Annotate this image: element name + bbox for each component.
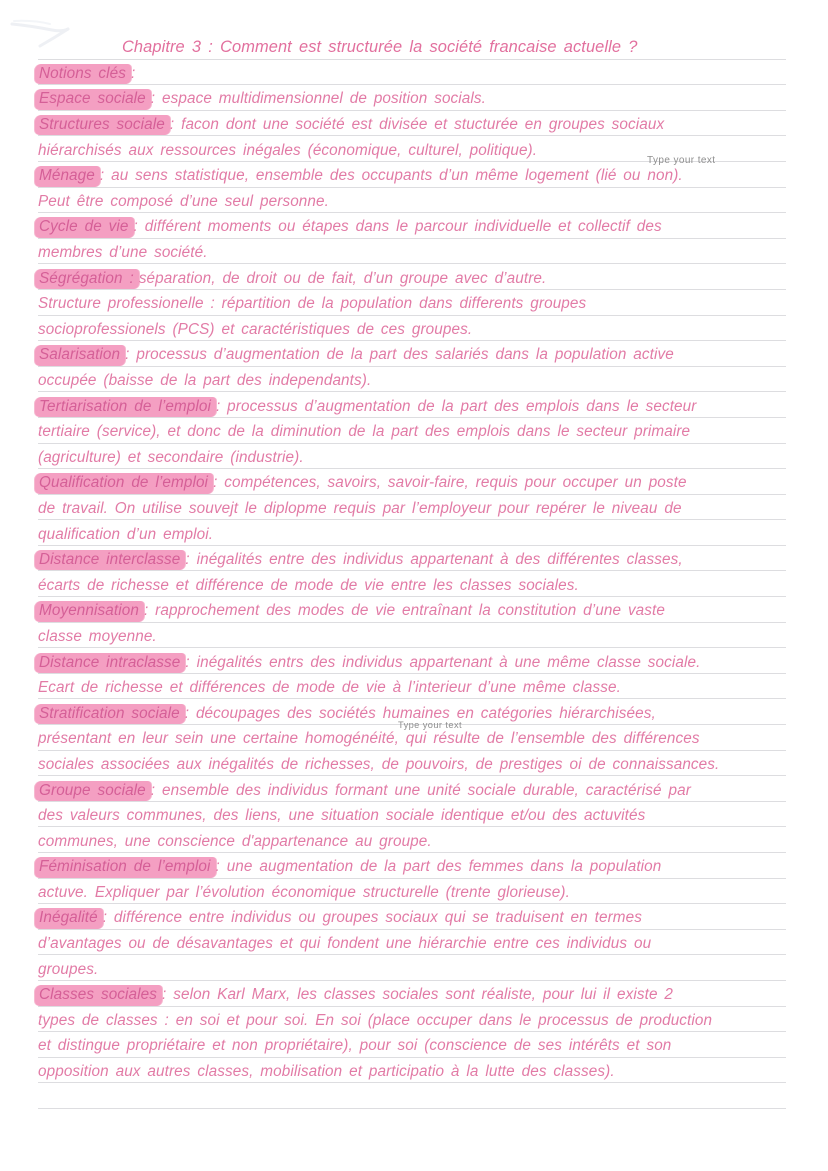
note-text: : processus d’augmentation de la part des salariés dans la population active	[125, 346, 674, 364]
note-text: Peut être composé d’une seul personne.	[38, 192, 329, 210]
highlighted-term: Ségrégation :	[35, 269, 139, 289]
note-text: Chapitre 3 : Comment est structurée la société francaise actuelle ?	[122, 38, 638, 57]
highlighted-term: Structures sociale	[35, 115, 170, 135]
note-line	[38, 751, 786, 777]
note-line	[38, 520, 786, 546]
note-text: Structure professionelle : répartition de la population dans differents groupes	[38, 295, 587, 313]
note-text: présentant en leur sein une certaine homogénéité, qui résulte de l’ensemble des différences	[38, 730, 700, 748]
note-line	[38, 418, 786, 444]
note-text: : différence entre individus ou groupes sociaux qui se traduisent en termes	[102, 909, 642, 927]
note-text: qualification d’un emploi.	[38, 525, 214, 543]
note-line	[38, 674, 786, 700]
text-box-placeholder[interactable]: Type your text	[398, 719, 462, 730]
note-line	[38, 367, 786, 393]
note-text: sociales associées aux inégalités de richesses, de pouvoirs, de prestiges oi de connaissances.	[38, 755, 720, 773]
note-text: écarts de richesse et différence de mode de vie entre les classes sociales.	[38, 576, 579, 594]
highlighted-term: Espace sociale	[35, 89, 151, 109]
note-line	[38, 264, 786, 290]
note-line	[38, 111, 786, 137]
note-line	[38, 213, 786, 239]
note-text: : inégalités entre des individus appartenant à des différentes classes,	[185, 551, 683, 569]
note-text: : ensemble des individus formant une unité sociale durable, caractérisé par	[150, 781, 691, 799]
note-text: groupes.	[38, 960, 99, 978]
note-text: : compétences, savoirs, savoir-faire, requis pour occuper un poste	[213, 474, 687, 492]
note-line	[38, 623, 786, 649]
note-line	[38, 955, 786, 981]
note-text: : processus d’augmentation de la part des emplois dans le secteur	[215, 397, 697, 415]
note-text: : facon dont une société est divisée et stucturée en groupes sociaux	[169, 116, 665, 134]
highlighted-term: Distance interclasse	[35, 550, 185, 570]
note-text: : selon Karl Marx, les classes sociales sont réaliste, pour lui il existe 2	[162, 986, 674, 1004]
note-line	[38, 597, 786, 623]
highlighted-term: Qualification de l’emploi	[35, 473, 213, 493]
note-text: : au sens statistique, ensemble des occupants d’un même logement (lié ou non).	[99, 167, 683, 185]
note-text: Ecart de richesse et différences de mode de vie à l’interieur d’une même classe.	[38, 679, 621, 697]
note-text: séparation, de droit ou de fait, d’un groupe avec d’autre.	[138, 269, 547, 287]
note-line	[38, 469, 786, 495]
note-line	[38, 495, 786, 521]
note-line	[38, 546, 786, 572]
note-text: : rapprochement des modes de vie entraînant la constitution d’une vaste	[143, 602, 666, 620]
note-text: :	[131, 64, 136, 82]
note-text: opposition aux autres classes, mobilisation et participatio à la lutte des classes).	[38, 1063, 615, 1081]
note-text: occupée (baisse de la part des independants).	[38, 372, 372, 390]
note-line	[38, 290, 786, 316]
note-text: membres d’une société.	[38, 244, 208, 262]
note-text: et distingue propriétaire et non propriétaire), pour soi (conscience de ses intérêts et son	[38, 1037, 672, 1055]
highlighted-term: Cycle de vie	[35, 217, 134, 237]
note-lines	[38, 34, 786, 1109]
note-line	[38, 879, 786, 905]
text-box-placeholder[interactable]: Type your text	[647, 155, 716, 166]
note-text: des valeurs communes, des liens, une situation sociale identique et/ou des actuvités	[38, 807, 646, 825]
note-text: : une augmentation de la part des femmes dans la population	[215, 858, 662, 876]
note-text: classe moyenne.	[38, 627, 157, 645]
highlighted-term: Féminisation de l’emploi	[35, 857, 216, 877]
note-line	[38, 392, 786, 418]
note-line	[38, 316, 786, 342]
note-text: : inégalités entrs des individus appartenant à une même classe sociale.	[185, 653, 701, 671]
note-text: de travail. On utilise souvejt le diplopme requis par l’employeur pour repérer le niveau de	[38, 499, 682, 517]
note-line	[38, 981, 786, 1007]
note-line	[38, 1007, 786, 1033]
page-title-line	[38, 34, 786, 60]
highlighted-term: Stratification sociale	[35, 704, 185, 724]
highlighted-term: Salarisation	[35, 345, 125, 365]
highlighted-term: Ménage	[35, 166, 100, 186]
note-line	[38, 904, 786, 930]
highlighted-term: Classes sociales	[35, 985, 162, 1005]
note-text: actuve. Expliquer par l’évolution économique structurelle (trente glorieuse).	[38, 883, 570, 901]
note-line	[38, 802, 786, 828]
note-line	[38, 827, 786, 853]
note-line	[38, 341, 786, 367]
note-line	[38, 188, 786, 214]
note-text: communes, une conscience d'appartenance au groupe.	[38, 832, 432, 850]
note-line	[38, 930, 786, 956]
note-text: (agriculture) et secondaire (industrie).	[38, 448, 304, 466]
note-line	[38, 85, 786, 111]
note-line	[38, 1083, 786, 1109]
note-line	[38, 239, 786, 265]
highlighted-term: Groupe sociale	[35, 781, 151, 801]
note-line	[38, 648, 786, 674]
note-line	[38, 444, 786, 470]
note-text: hiérarchisés aux ressources inégales (économique, culturel, politique).	[38, 141, 538, 159]
note-text: : espace multidimensionnel de position socials.	[150, 90, 487, 108]
note-text: d’avantages ou de désavantages et qui fondent une hiérarchie entre ces individus ou	[38, 935, 652, 953]
note-line	[38, 1032, 786, 1058]
note-text: types de classes : en soi et pour soi. En soi (place occuper dans le processus de production	[38, 1011, 713, 1029]
note-line	[38, 853, 786, 879]
note-text: : découpages des sociétés humaines en catégories hiérarchisées,	[184, 704, 656, 722]
note-text: tertiaire (service), et donc de la diminution de la part des emplois dans le secteur primaire	[38, 423, 691, 441]
highlighted-term: Notions clés	[35, 64, 131, 84]
highlighted-term: Moyennisation	[35, 601, 144, 621]
highlighted-term: Distance intraclasse	[35, 653, 185, 673]
note-line	[38, 571, 786, 597]
note-text: : différent moments ou étapes dans le parcour individuelle et collectif des	[133, 218, 662, 236]
highlighted-term: Tertiarisation de l’emploi	[35, 397, 216, 417]
highlighted-term: Inégalité	[35, 908, 103, 928]
note-text: socioprofessionels (PCS) et caractéristiques de ces groupes.	[38, 320, 473, 338]
note-line	[38, 1058, 786, 1084]
note-line	[38, 60, 786, 86]
note-line	[38, 776, 786, 802]
